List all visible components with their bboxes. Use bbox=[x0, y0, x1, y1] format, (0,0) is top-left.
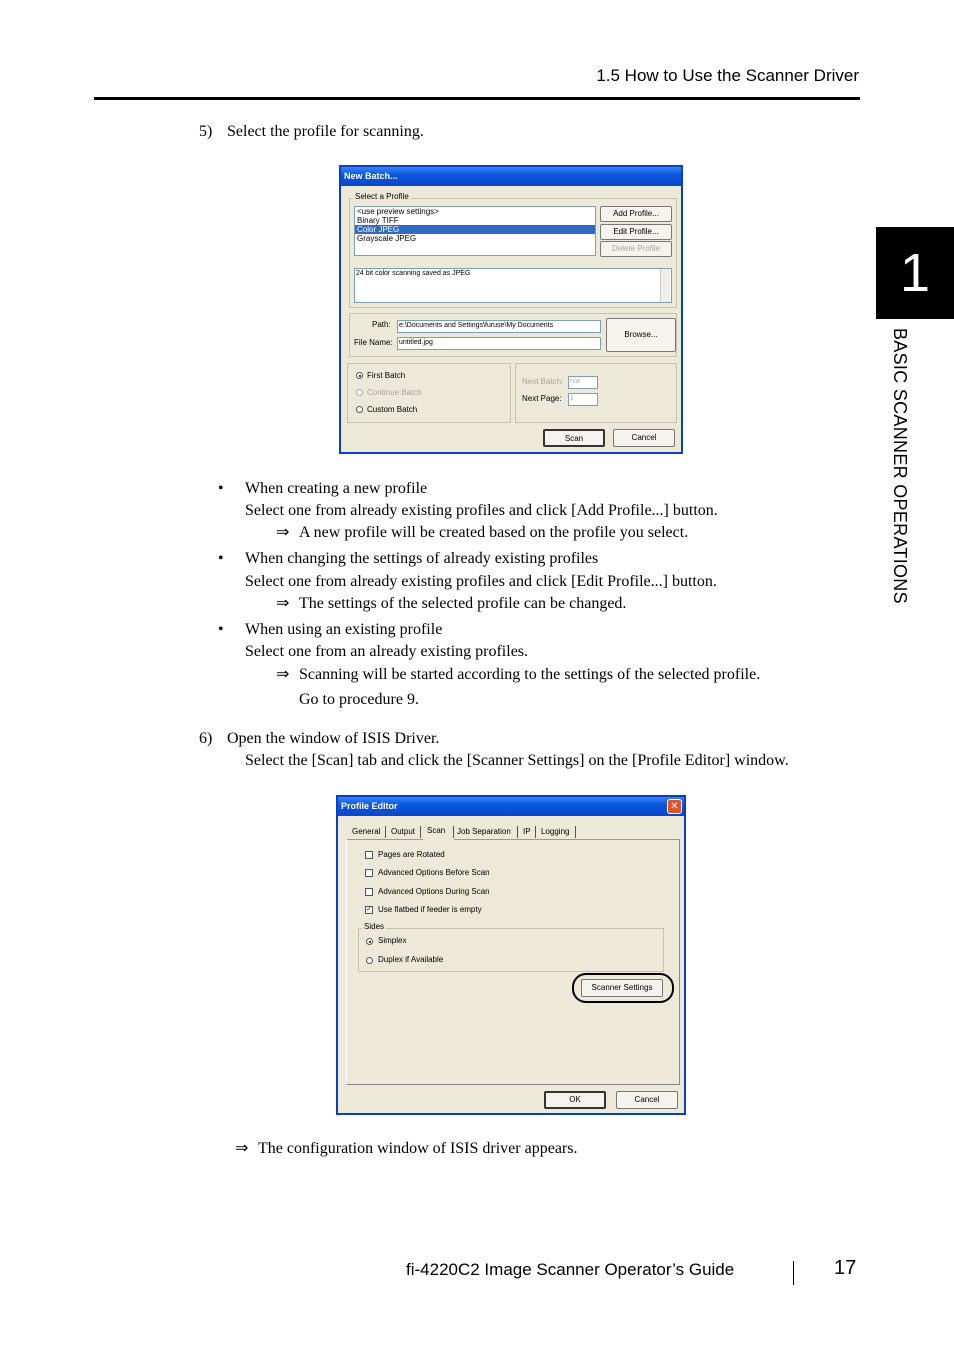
list-item[interactable]: <use preview settings> bbox=[357, 207, 439, 216]
section-title: 1.5 How to Use the Scanner Driver bbox=[596, 66, 859, 85]
bullet-3-result-2: Go to procedure 9. bbox=[299, 691, 419, 708]
continue-batch-label: Continue Batch bbox=[367, 388, 422, 397]
continue-batch-radio[interactable] bbox=[356, 389, 363, 396]
scanner-settings-button[interactable]: Scanner Settings bbox=[581, 979, 663, 997]
profile-description bbox=[354, 268, 672, 303]
tab-ip[interactable]: IP bbox=[523, 827, 531, 836]
use-flatbed-label: Use flatbed if feeder is empty bbox=[378, 905, 482, 914]
pages-rotated-checkbox[interactable] bbox=[365, 851, 373, 859]
profile-group-label: Select a Profile bbox=[355, 192, 409, 201]
next-page-label: Next Page: bbox=[522, 394, 562, 403]
step6-text: Open the window of ISIS Driver. bbox=[227, 730, 440, 747]
bullet-2-body: Select one from already existing profiles and click [Edit Profile...] button. bbox=[245, 573, 717, 590]
highlight-oval bbox=[572, 973, 674, 1003]
pages-rotated-label: Pages are Rotated bbox=[378, 850, 445, 859]
bullet-3-result: Scanning will be started according to the settings of the selected profile. bbox=[299, 666, 761, 683]
step6-text2: Select the [Scan] tab and click the [Scanner Settings] on the [Profile Editor] window. bbox=[245, 752, 789, 769]
advanced-during-label: Advanced Options During Scan bbox=[378, 887, 490, 896]
tab-general[interactable]: General bbox=[352, 827, 381, 836]
close-icon[interactable]: ✕ bbox=[667, 799, 682, 814]
tab-divider bbox=[385, 826, 386, 838]
filename-value: untitled.jpg bbox=[399, 339, 433, 346]
tab-divider bbox=[453, 826, 454, 838]
new-batch-dialog bbox=[339, 165, 683, 454]
bullet-1-marker: • bbox=[218, 480, 224, 497]
first-batch-radio[interactable] bbox=[356, 372, 363, 379]
next-batch-label: Next Batch: bbox=[522, 377, 564, 386]
bullet-1-body: Select one from already existing profiles and click [Add Profile...] button. bbox=[245, 502, 718, 519]
filename-field[interactable] bbox=[397, 337, 601, 350]
profile-list[interactable] bbox=[354, 206, 596, 256]
browse-button[interactable]: Browse... bbox=[606, 318, 676, 352]
edit-profile-button[interactable]: Edit Profile... bbox=[600, 224, 672, 240]
step6-number: 6) bbox=[199, 730, 213, 747]
tab-job-separation[interactable]: Job Separation bbox=[457, 827, 511, 836]
sides-group bbox=[358, 928, 664, 972]
next-page-field[interactable] bbox=[568, 393, 598, 406]
profile-editor-titlebar[interactable] bbox=[338, 797, 684, 816]
bullet-2-marker: • bbox=[218, 550, 224, 567]
bullet-3-marker: • bbox=[218, 621, 224, 638]
path-label: Path: bbox=[372, 320, 391, 329]
chapter-title: BASIC SCANNER OPERATIONS bbox=[890, 328, 910, 604]
bullet-2-head: When changing the settings of already existing profiles bbox=[245, 550, 599, 567]
profile-editor-dialog bbox=[336, 795, 686, 1115]
checkmark-icon: ✓ bbox=[366, 906, 372, 913]
advanced-during-checkbox[interactable] bbox=[365, 888, 373, 896]
path-field[interactable] bbox=[397, 320, 601, 333]
scan-button[interactable]: Scan bbox=[543, 429, 605, 447]
description-text: 24 bit color scanning saved as JPEG bbox=[356, 270, 471, 277]
tab-divider bbox=[575, 826, 576, 838]
next-batch-field[interactable] bbox=[568, 376, 598, 389]
cancel-button[interactable]: Cancel bbox=[613, 429, 675, 447]
sides-label: Sides bbox=[364, 922, 385, 931]
final-result: The configuration window of ISIS driver appears. bbox=[258, 1140, 578, 1157]
bullet-1-result: A new profile will be created based on the profile you select. bbox=[299, 524, 689, 541]
duplex-label: Duplex if Available bbox=[378, 955, 444, 964]
footer-divider bbox=[793, 1261, 794, 1285]
new-batch-title: New Batch... bbox=[344, 171, 398, 181]
next-page-value: 1 bbox=[570, 395, 574, 402]
tab-scan[interactable]: Scan bbox=[427, 826, 446, 835]
bullet-1-arrow: ⇒ bbox=[276, 524, 290, 541]
chapter-number: 1 bbox=[876, 227, 954, 319]
custom-batch-label: Custom Batch bbox=[367, 405, 418, 414]
add-profile-button[interactable]: Add Profile... bbox=[600, 206, 672, 222]
duplex-radio[interactable] bbox=[366, 957, 373, 964]
bullet-1-head: When creating a new profile bbox=[245, 480, 428, 497]
final-arrow: ⇒ bbox=[235, 1140, 249, 1157]
tab-logging[interactable]: Logging bbox=[541, 827, 570, 836]
advanced-before-label: Advanced Options Before Scan bbox=[378, 868, 490, 877]
list-item[interactable]: Binary TIFF bbox=[357, 216, 399, 225]
profile-editor-title: Profile Editor bbox=[341, 801, 398, 811]
step5-text: Select the profile for scanning. bbox=[227, 123, 424, 140]
simplex-label: Simplex bbox=[378, 936, 407, 945]
path-value: e:\Documents and Settings\furuse\My Documents bbox=[399, 322, 554, 329]
step5-number: 5) bbox=[199, 123, 213, 140]
list-item[interactable]: Grayscale JPEG bbox=[357, 234, 417, 243]
header-rule bbox=[94, 97, 860, 100]
simplex-radio[interactable] bbox=[366, 938, 373, 945]
page-number: 17 bbox=[834, 1257, 857, 1279]
filename-label: File Name: bbox=[354, 338, 393, 347]
tab-output[interactable]: Output bbox=[391, 827, 416, 836]
bullet-2-result: The settings of the selected profile can be changed. bbox=[299, 595, 627, 612]
first-batch-label: First Batch bbox=[367, 371, 406, 380]
bullet-3-arrow: ⇒ bbox=[276, 666, 290, 683]
list-item-selected[interactable]: Color JPEG bbox=[355, 225, 595, 234]
description-scrollbar[interactable] bbox=[660, 269, 670, 302]
advanced-before-checkbox[interactable] bbox=[365, 869, 373, 877]
tab-divider bbox=[517, 826, 518, 838]
ok-button[interactable]: OK bbox=[544, 1091, 606, 1109]
cancel-button[interactable]: Cancel bbox=[616, 1091, 678, 1109]
new-batch-titlebar[interactable] bbox=[341, 167, 681, 186]
tab-divider bbox=[535, 826, 536, 838]
custom-batch-radio[interactable] bbox=[356, 406, 363, 413]
bullet-2-arrow: ⇒ bbox=[276, 595, 290, 612]
tab-divider bbox=[420, 826, 421, 838]
delete-profile-button[interactable]: Delete Profile bbox=[600, 241, 672, 257]
bullet-3-head: When using an existing profile bbox=[245, 621, 443, 638]
bullet-3-body: Select one from an already existing profiles. bbox=[245, 643, 529, 660]
guide-title: fi-4220C2 Image Scanner Operator’s Guide bbox=[406, 1260, 735, 1279]
next-batch-value: n/a bbox=[570, 378, 580, 385]
use-flatbed-checkbox[interactable] bbox=[365, 906, 373, 914]
